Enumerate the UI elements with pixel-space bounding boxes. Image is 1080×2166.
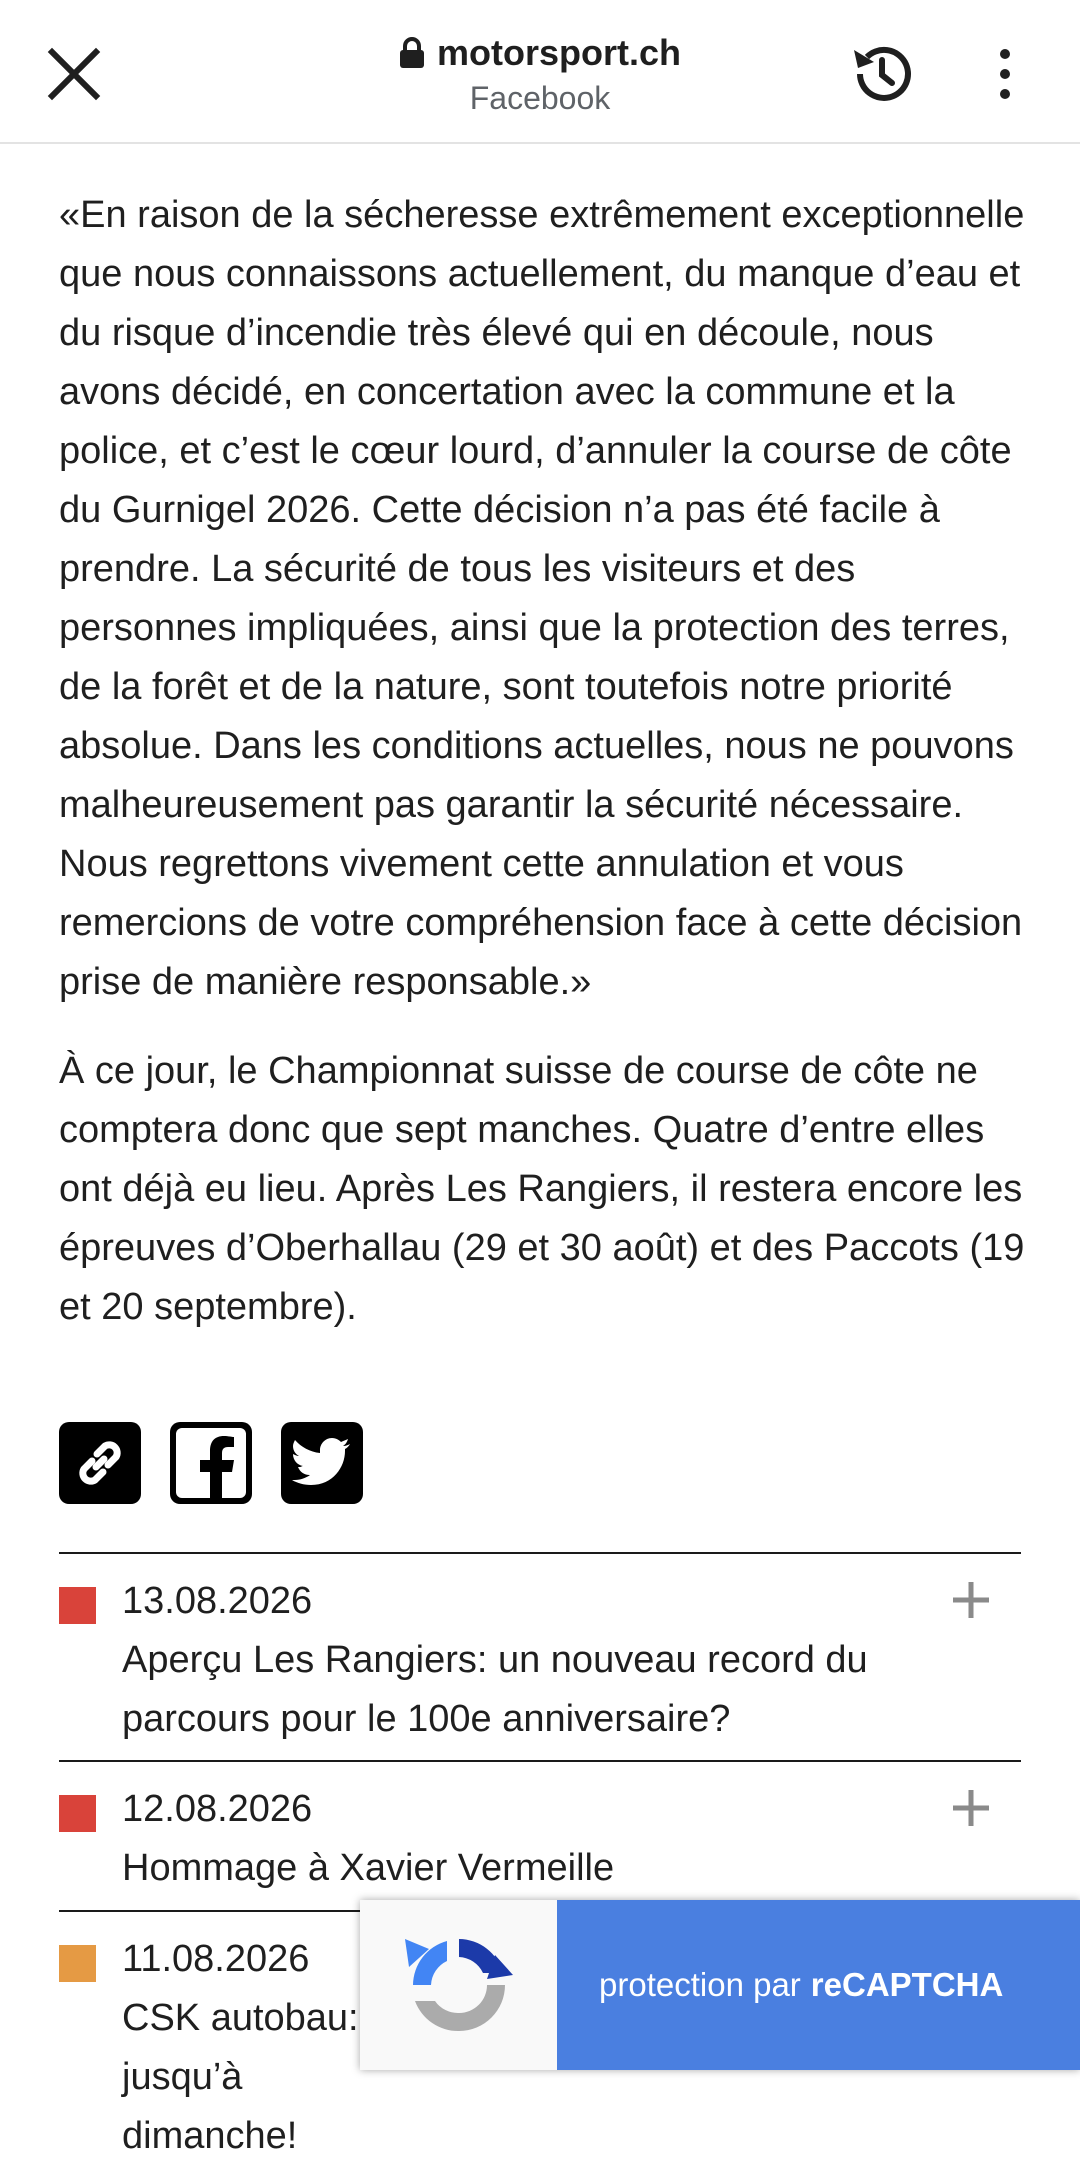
recaptcha-logo-icon: [360, 1900, 557, 2070]
recaptcha-prefix: protection par: [599, 1966, 801, 2003]
recaptcha-badge[interactable]: [360, 1900, 1080, 2070]
url-text: motorsport.ch: [436, 32, 681, 73]
more-menu-icon[interactable]: [990, 46, 1020, 102]
facebook-icon[interactable]: [170, 1422, 252, 1504]
category-marker: [59, 1945, 96, 1982]
expand-plus-icon[interactable]: [951, 1788, 991, 1828]
history-icon[interactable]: [846, 38, 918, 110]
news-date: 12.08.2026: [122, 1788, 313, 1830]
news-title[interactable]: CSK autobau: jusqu’à dimanche!: [122, 1997, 359, 2157]
article-paragraph: À ce jour, le Championnat suisse de course de côte ne comptera donc que sept manches. Quatre d’entre elles ont déjà eu lieu. Après Les Rangiers, il restera encore les épreuves d’Oberhallau (29 et 30 août) et des Paccots (19 et 20 septembre).: [59, 1050, 1025, 1328]
news-item[interactable]: [59, 1760, 1021, 1910]
article-body: [59, 186, 1029, 1367]
news-title[interactable]: Aperçu Les Rangiers: un nouveau record du parcours pour le 100e anniversaire?: [122, 1639, 868, 1740]
twitter-icon[interactable]: [281, 1422, 363, 1504]
recaptcha-brand: reCAPTCHA: [810, 1966, 1004, 2003]
share-bar: [59, 1422, 363, 1504]
news-title[interactable]: Hommage à Xavier Vermeille: [122, 1847, 615, 1889]
url-block[interactable]: [0, 28, 1080, 117]
link-icon[interactable]: [59, 1422, 141, 1504]
news-date: 11.08.2026: [122, 1938, 310, 1980]
expand-plus-icon[interactable]: [951, 1580, 991, 1620]
lock-icon: [399, 37, 425, 69]
news-item[interactable]: [59, 1552, 1021, 1760]
article-quote-paragraph: «En raison de la sécheresse extrêmement exceptionnelle que nous connaissons actuellement, du manque d’eau et du risque d’incendie très élevé qui en découle, nous avons décidé, en concertation avec la commune et la police, et c’est le cœur lourd, d’annuler la course de côte du Gurnigel 2026. Cette décision n’a pas été facile à prendre. La sécurité de tous les visiteurs et des personnes impliquées, ainsi que la protection des terres, de la forêt et de la nature, sont toutefois notre priorité absolue. Dans les conditions actuelles, nous ne pouvons malheureusement pas garantir la sécurité nécessaire. Nous regrettons vivement cette annulation et vous remercions de votre compréhension face à cette décision prise de manière responsable.»: [59, 194, 1025, 1003]
news-date: 13.08.2026: [122, 1580, 313, 1622]
recaptcha-label: [557, 1900, 1080, 2070]
category-marker: [59, 1587, 96, 1624]
browser-toolbar: [0, 0, 1080, 144]
category-marker: [59, 1795, 96, 1832]
page-source-label: Facebook: [469, 80, 611, 116]
